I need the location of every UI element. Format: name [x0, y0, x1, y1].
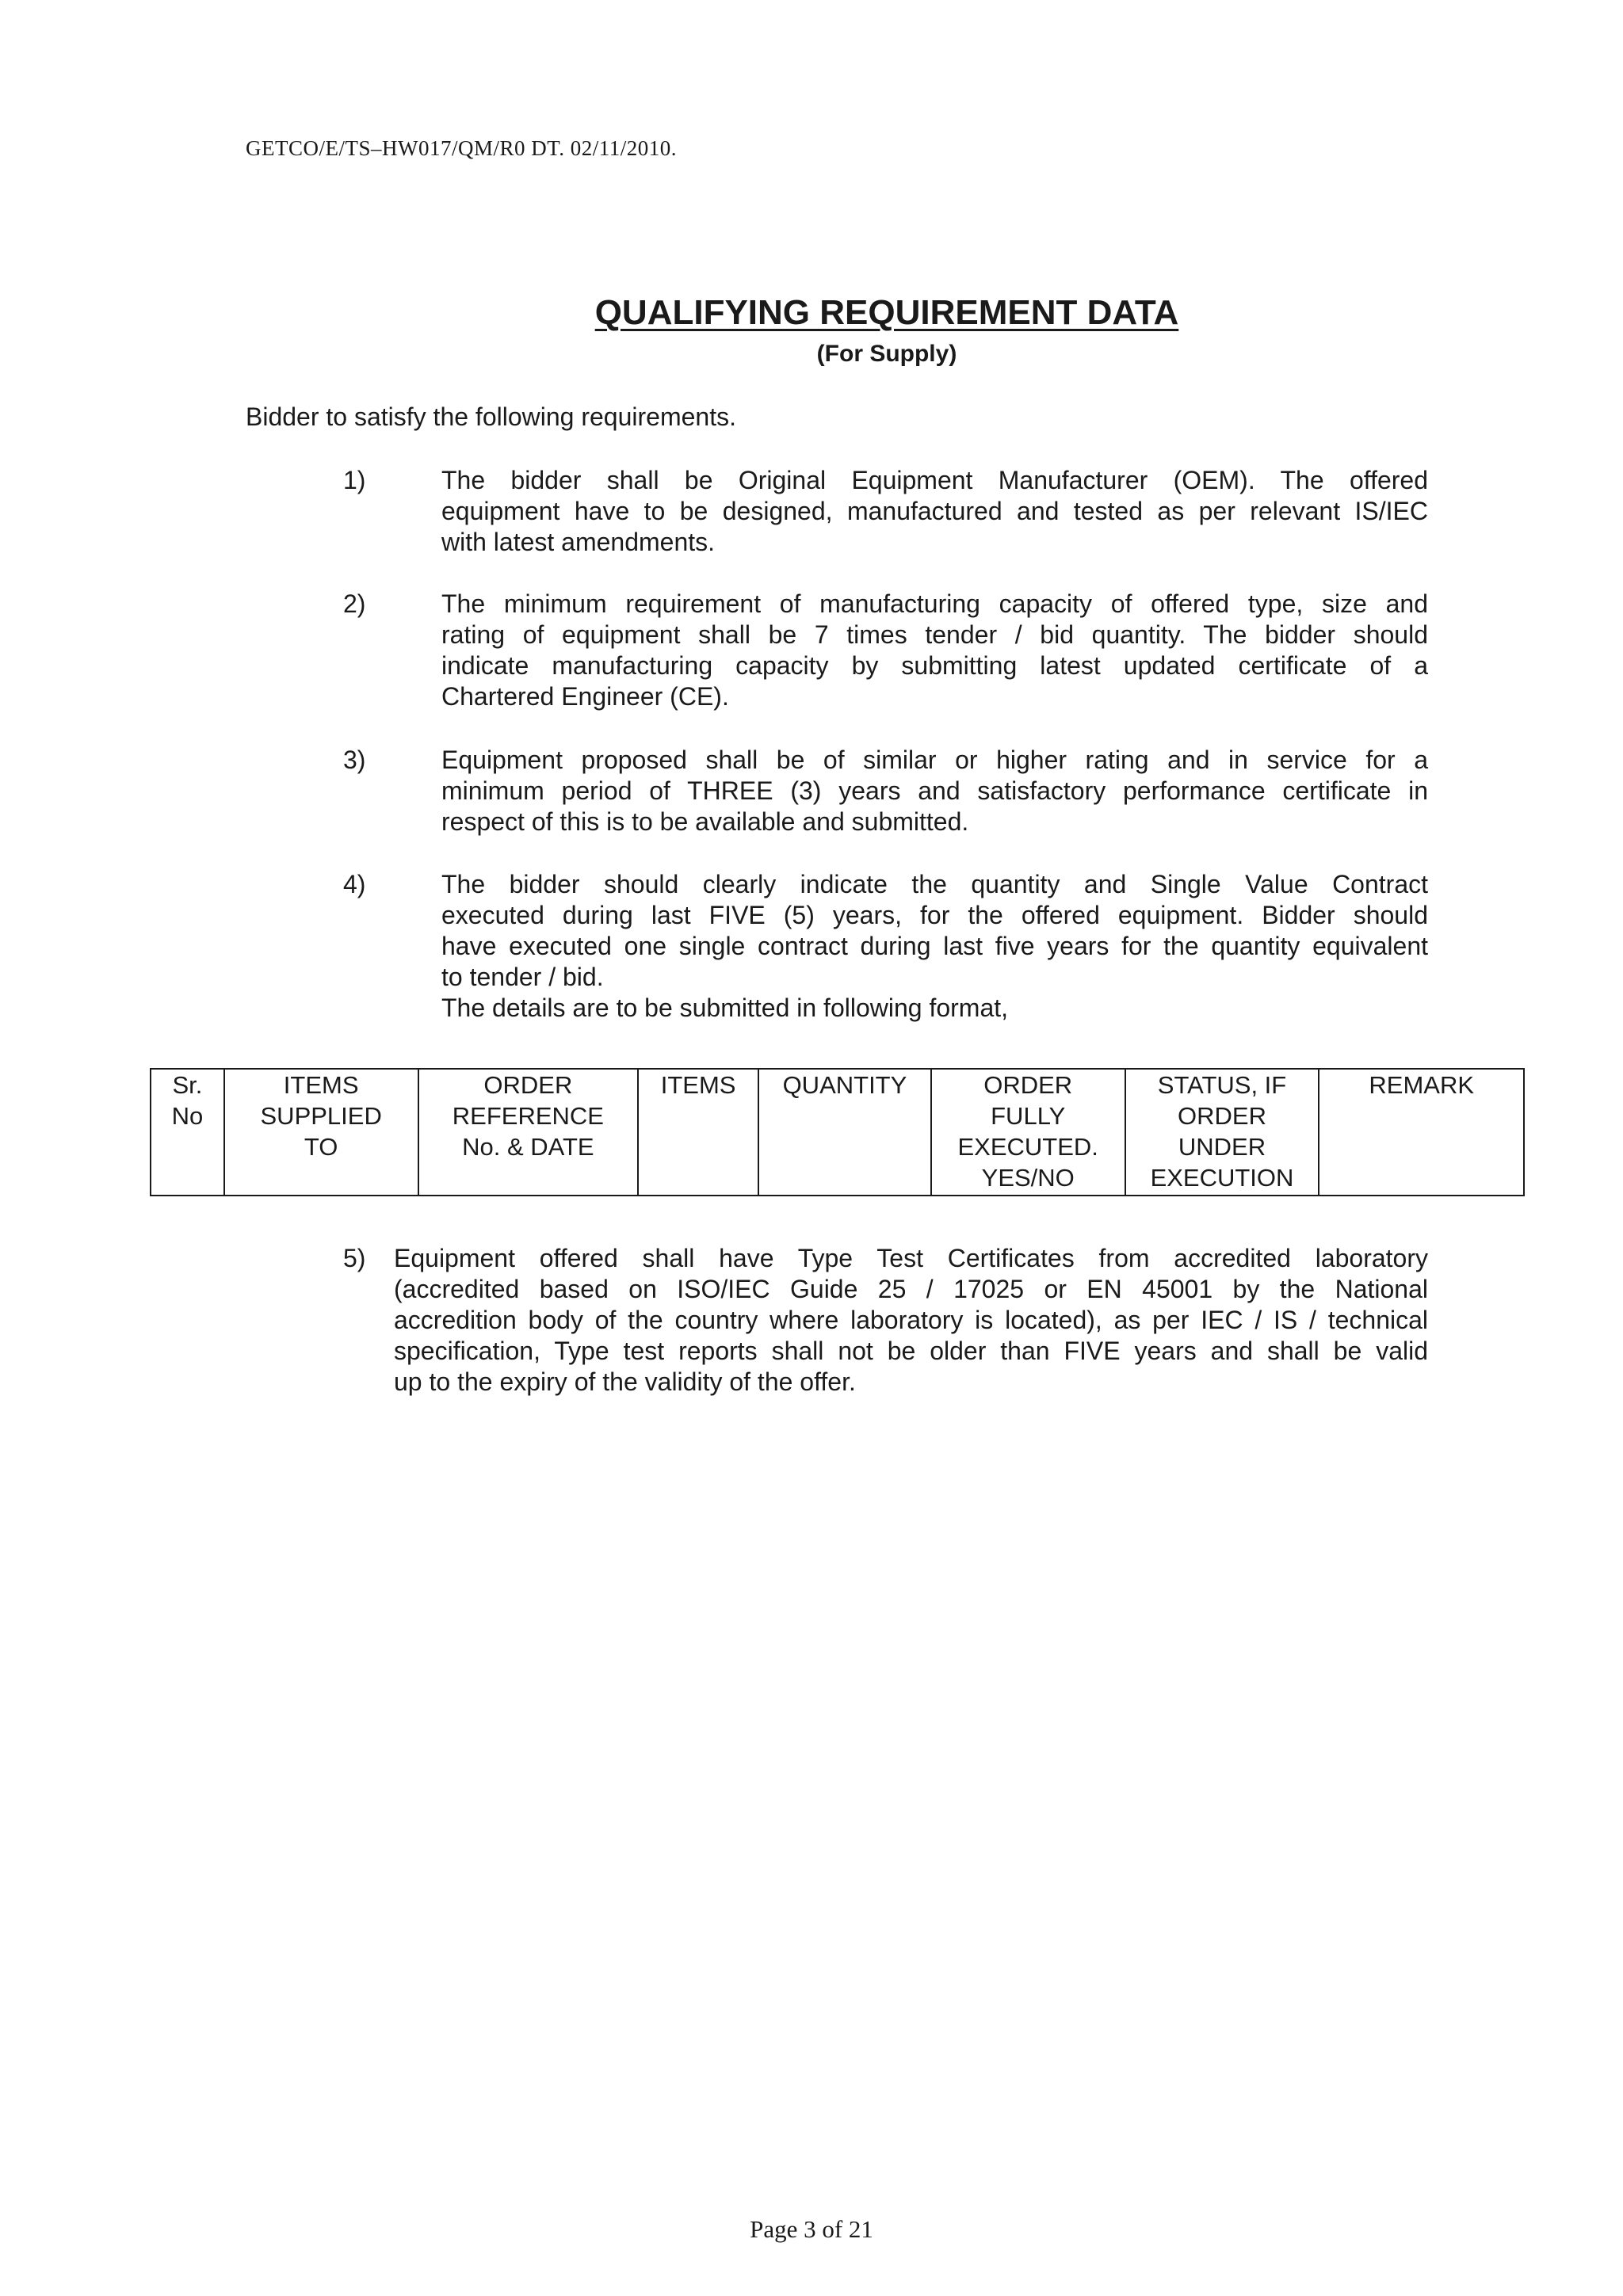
header-line: YES/NO: [981, 1164, 1075, 1192]
requirement-3-line: respect of this is to be available and submitted.: [441, 807, 969, 836]
requirement-5-line: (accredited based on ISO/IEC Guide 25 / 17025 or EN 45001 by the National: [394, 1275, 1428, 1303]
header-line: EXECUTED.: [957, 1133, 1098, 1161]
contract-details-format-table: [150, 1068, 1525, 1196]
header-line: TO: [304, 1133, 338, 1161]
requirement-1-text: [441, 465, 1428, 558]
header-line: ORDER: [483, 1071, 573, 1099]
header-line: UNDER: [1178, 1133, 1266, 1161]
requirement-4-line: executed during last FIVE (5) years, for the offered equipment. Bidder should: [441, 901, 1428, 929]
header-line: ITEMS: [660, 1071, 736, 1099]
requirement-5-number: 5): [343, 1244, 366, 1272]
header-line: SUPPLIED: [260, 1102, 382, 1130]
requirement-3-text: [441, 745, 1428, 837]
requirement-4-line: to tender / bid.: [441, 963, 604, 991]
header-items: [638, 1069, 758, 1196]
header-quantity: [758, 1069, 931, 1196]
header-line: STATUS, IF: [1157, 1071, 1287, 1099]
header-line: REMARK: [1369, 1071, 1475, 1099]
page-subtitle: (For Supply): [816, 341, 957, 367]
header-line: ORDER: [983, 1071, 1073, 1099]
header-line: QUANTITY: [782, 1071, 907, 1099]
requirement-4-line: have executed one single contract during last five years for the quantity equivalent: [441, 932, 1428, 960]
requirement-1-line: with latest amendments.: [441, 528, 716, 556]
table-header-row: [151, 1069, 1524, 1196]
requirement-5-line: accredition body of the country where laboratory is located), as per IEC / IS / technical: [394, 1306, 1428, 1334]
header-line: ITEMS: [283, 1071, 359, 1099]
header-line: EXECUTION: [1150, 1164, 1294, 1192]
requirement-3-number: 3): [343, 746, 366, 774]
requirement-4-number: 4): [343, 870, 366, 898]
requirement-2-line: indicate manufacturing capacity by submitting latest updated certificate of a: [441, 651, 1428, 680]
intro-text: Bidder to satisfy the following requirements.: [246, 402, 736, 431]
header-items-supplied-to: [224, 1069, 418, 1196]
header-order-reference: [418, 1069, 639, 1196]
requirement-1-line: The bidder shall be Original Equipment Manufacturer (OEM). The offered: [441, 466, 1428, 494]
page-number: Page 3 of 21: [750, 2215, 873, 2243]
header-sr-no: [151, 1069, 224, 1196]
requirement-5-line: specification, Type test reports shall not be older than FIVE years and shall be valid: [394, 1337, 1428, 1365]
header-line: No: [171, 1102, 204, 1130]
header-line: No. & DATE: [462, 1133, 594, 1161]
header-line: ORDER: [1178, 1102, 1266, 1130]
requirement-5-text: [394, 1243, 1428, 1398]
header-status-under-execution: [1125, 1069, 1319, 1196]
requirement-2-line: Chartered Engineer (CE).: [441, 682, 729, 711]
requirement-5-line: up to the expiry of the validity of the offer.: [394, 1367, 856, 1396]
requirement-3-line: minimum period of THREE (3) years and satisfactory performance certificate in: [441, 776, 1428, 805]
requirement-4-format-note: The details are to be submitted in following format,: [441, 994, 1009, 1022]
requirement-3-line: Equipment proposed shall be of similar or higher rating and in service for a: [441, 746, 1428, 774]
requirement-2-number: 2): [343, 589, 366, 618]
requirement-2-line: rating of equipment shall be 7 times tender / bid quantity. The bidder should: [441, 620, 1428, 649]
header-line: FULLY: [991, 1102, 1066, 1130]
requirement-5-line: Equipment offered shall have Type Test Certificates from accredited laboratory: [394, 1244, 1428, 1272]
requirement-1-number: 1): [343, 466, 366, 494]
requirement-2-line: The minimum requirement of manufacturing capacity of offered type, size and: [441, 589, 1428, 618]
requirement-1-line: equipment have to be designed, manufactured and tested as per relevant IS/IEC: [441, 497, 1428, 525]
document-reference: GETCO/E/TS–HW017/QM/R0 DT. 02/11/2010.: [246, 136, 677, 160]
header-line: Sr.: [172, 1071, 203, 1099]
requirement-4-text: [441, 869, 1428, 1024]
requirement-4-line: The bidder should clearly indicate the quantity and Single Value Contract: [441, 870, 1428, 898]
header-line: REFERENCE: [452, 1102, 604, 1130]
page-title: QUALIFYING REQUIREMENT DATA: [594, 293, 1179, 332]
header-order-fully-executed: [931, 1069, 1125, 1196]
requirement-2-text: [441, 589, 1428, 712]
header-remark: [1319, 1069, 1524, 1196]
